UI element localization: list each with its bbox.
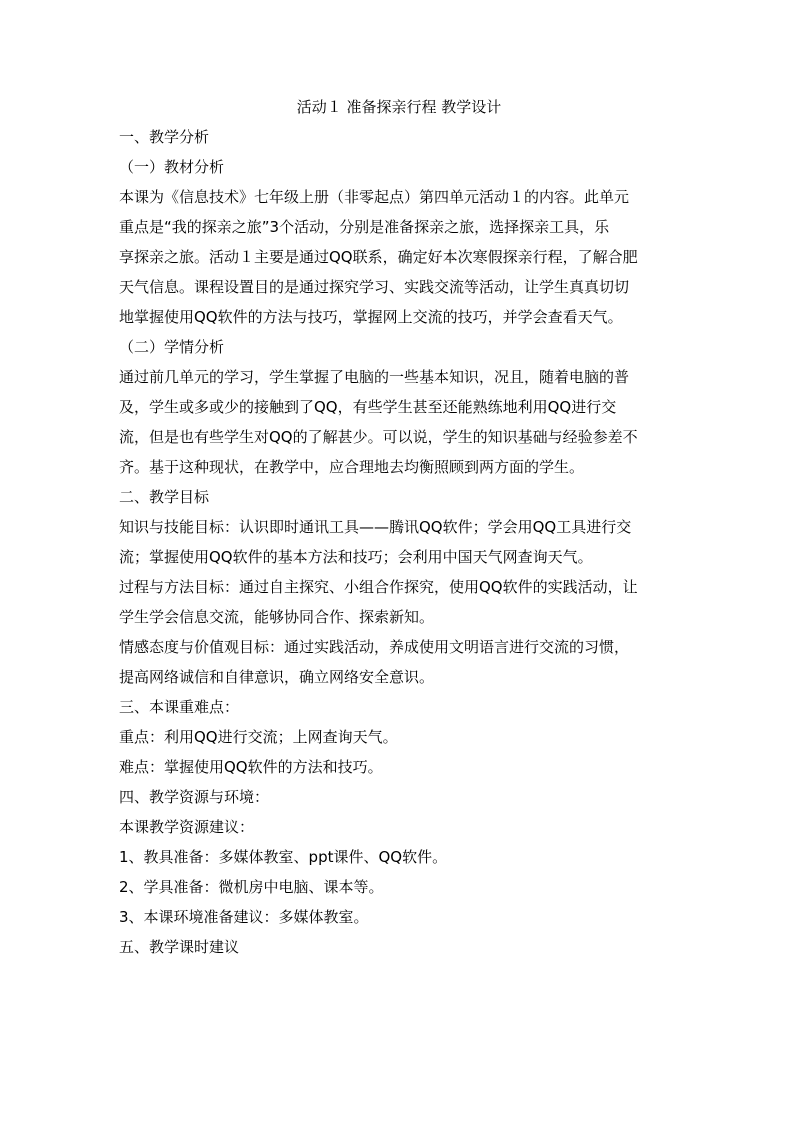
section-heading-goals: 二、教学目标 — [119, 488, 210, 506]
paragraph-line: 流；掌握使用QQ软件的基本方法和技巧；会利用中国天气网查询天气。 — [119, 548, 593, 566]
paragraph-line: 地掌握使用QQ软件的方法与技巧，掌握网上交流的技巧，并学会查看天气。 — [119, 308, 623, 326]
document-body — [119, 92, 679, 962]
paragraph-line: 重点是“我的探亲之旅”3个活动，分别是准备探亲之旅，选择探亲工具，乐 — [119, 218, 610, 236]
paragraph-line: 学生学会信息交流，能够协同合作、探索新知。 — [119, 608, 435, 626]
paragraph-line: 流，但是也有些学生对QQ的了解甚少。可以说，学生的知识基础与经验参差不 — [119, 428, 638, 446]
section-heading-analysis: 一、教学分析 — [119, 128, 210, 146]
section-heading-key-points: 三、本课重难点： — [119, 698, 240, 716]
paragraph-line: 知识与技能目标：认识即时通讯工具——腾讯QQ软件；学会用QQ工具进行交 — [119, 518, 632, 536]
list-item: 2、学具准备：微机房中电脑、课本等。 — [119, 878, 384, 896]
paragraph-line: 重点：利用QQ进行交流；上网查询天气。 — [119, 728, 398, 746]
paragraph-line: 本课教学资源建议： — [119, 818, 255, 836]
paragraph-line: 通过前几单元的学习，学生掌握了电脑的一些基本知识，况且，随着电脑的普 — [119, 368, 630, 386]
subsection-heading-students: （二）学情分析 — [119, 338, 225, 356]
section-heading-schedule: 五、教学课时建议 — [119, 938, 240, 956]
list-item: 3、本课环境准备建议：多媒体教室。 — [119, 908, 369, 926]
paragraph-line: 过程与方法目标：通过自主探究、小组合作探究，使用QQ软件的实践活动，让 — [119, 578, 638, 596]
document-title: 活动１ 准备探亲行程 教学设计 — [296, 98, 502, 116]
paragraph-line: 本课为《信息技术》七年级上册（非零起点）第四单元活动１的内容。此单元 — [119, 188, 630, 206]
subsection-heading-material: （一）教材分析 — [119, 158, 225, 176]
paragraph-line: 提高网络诚信和自律意识，确立网络安全意识。 — [119, 668, 435, 686]
paragraph-line: 天气信息。课程设置目的是通过探究学习、实践交流等活动，让学生真真切切 — [119, 278, 630, 296]
paragraph-line: 难点：掌握使用QQ软件的方法和技巧。 — [119, 758, 383, 776]
paragraph-line: 情感态度与价值观目标：通过实践活动，养成使用文明语言进行交流的习惯， — [119, 638, 630, 656]
paragraph-line: 享探亲之旅。活动１主要是通过QQ联系，确定好本次寒假探亲行程，了解合肥 — [119, 248, 638, 266]
list-item: 1、教具准备：多媒体教室、ppt课件、QQ软件。 — [119, 848, 448, 866]
paragraph-line: 及，学生或多或少的接触到了QQ，有些学生甚至还能熟练地利用QQ进行交 — [119, 398, 617, 416]
paragraph-line: 齐。基于这种现状，在教学中，应合理地去均衡照顾到两方面的学生。 — [119, 458, 585, 476]
section-heading-resources: 四、教学资源与环境： — [119, 788, 270, 806]
